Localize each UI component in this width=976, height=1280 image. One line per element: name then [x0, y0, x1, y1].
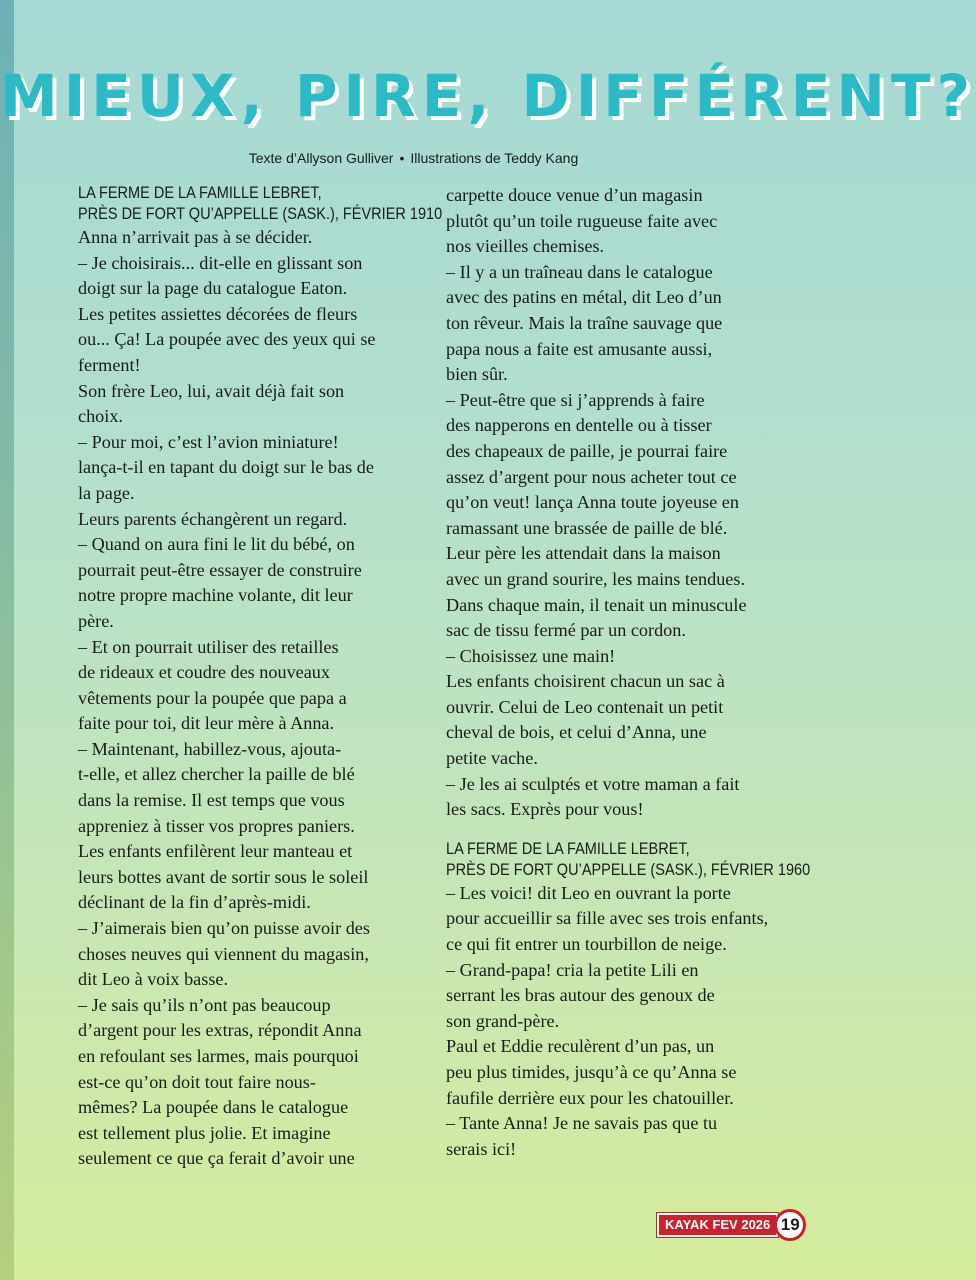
text-line: – Grand-papa! cria la petite Lili en: [446, 959, 699, 980]
text-line: sac de tissu fermé par un cordon.: [446, 620, 686, 641]
right-column-text-part2: [446, 881, 791, 1163]
section-heading-1960-line1: LA FERME DE LA FAMILLE LEBRET,: [446, 839, 690, 858]
text-line: faite pour toi, dit leur mère à Anna.: [78, 713, 335, 734]
text-line: – Il y a un traîneau dans le catalogue: [446, 261, 713, 282]
text-line: mêmes? La poupée dans le catalogue: [78, 1097, 349, 1118]
text-line: doigt sur la page du catalogue Eaton.: [78, 278, 348, 299]
text-line: ferment!: [78, 354, 141, 375]
text-line: Les petites assiettes décorées de fleurs: [78, 303, 358, 324]
text-line: – Pour moi, c’est l’avion miniature!: [78, 431, 339, 452]
text-line: – Et on pourrait utiliser des retailles: [78, 636, 339, 657]
text-line: Les enfants choisirent chacun un sac à: [446, 671, 725, 692]
credit-separator: •: [399, 150, 405, 166]
text-line: choix.: [78, 406, 123, 427]
text-line: déclinant de la fin d’après-midi.: [78, 892, 311, 913]
text-line: – Tante Anna! Je ne savais pas que tu: [446, 1113, 718, 1134]
text-line: ramassant une brassée de paille de blé.: [446, 517, 728, 538]
text-line: pour accueillir sa fille avec ses trois enfants,: [446, 908, 769, 929]
text-line: papa nous a faite est amusante aussi,: [446, 338, 713, 359]
text-line: – J’aimerais bien qu’on puisse avoir des: [78, 918, 370, 939]
text-line: avec un grand sourire, les mains tendues.: [446, 568, 745, 589]
text-line: est tellement plus jolie. Et imagine: [78, 1122, 331, 1143]
text-line: – Quand on aura fini le lit du bébé, on: [78, 534, 355, 555]
text-line: petite vache.: [446, 748, 538, 769]
text-line: appreniez à tisser vos propres paniers.: [78, 815, 355, 836]
text-line: serais ici!: [446, 1138, 517, 1159]
text-line: pourrait peut-être essayer de construire: [78, 559, 362, 580]
text-line: père.: [78, 610, 114, 631]
text-line: Dans chaque main, il tenait un minuscule: [446, 594, 747, 615]
text-line: son grand-père.: [446, 1010, 560, 1031]
text-line: ou... Ça! La poupée avec des yeux qui se: [78, 329, 376, 350]
section-heading-1960-line2: PRÈS DE FORT QU’APPELLE (SASK.), FÉVRIER 1960: [446, 860, 811, 879]
text-line: – Maintenant, habillez-vous, ajouta-: [78, 738, 342, 759]
text-line: Leur père les attendait dans la maison: [446, 543, 721, 564]
page-edge-decoration: [0, 0, 14, 1280]
text-line: qu’on veut! lança Anna toute joyeuse en: [446, 492, 739, 513]
text-line: – Je sais qu’ils n’ont pas beaucoup: [78, 994, 331, 1015]
text-line: dans la remise. Il est temps que vous: [78, 790, 345, 811]
text-line: des napperons en dentelle ou à tisser: [446, 415, 712, 436]
text-line: ouvrir. Celui de Leo contenait un petit: [446, 696, 724, 717]
text-line: Anna n’arrivait pas à se décider.: [78, 227, 313, 247]
text-line: – Je choisirais... dit-elle en glissant son: [78, 252, 363, 273]
text-line: les sacs. Exprès pour vous!: [446, 799, 644, 820]
text-line: peu plus timides, jusqu’à ce qu’Anna se: [446, 1062, 737, 1082]
section-heading-1910-line2: PRÈS DE FORT QU’APPELLE (SASK.), FÉVRIER 1910: [78, 205, 443, 223]
text-line: plutôt qu’un toile rugueuse faite avec: [446, 210, 718, 231]
text-line: la page.: [78, 482, 135, 503]
right-column-text-part1: [446, 183, 791, 823]
text-line: vêtements pour la poupée que papa a: [78, 687, 347, 708]
text-line: leurs bottes avant de sortir sous le soleil: [78, 866, 369, 887]
text-line: est-ce qu’on doit tout faire nous-: [78, 1071, 316, 1092]
text-line: Les enfants enfilèrent leur manteau et: [78, 841, 353, 862]
illustrator-credit: Illustrations de Teddy Kang: [410, 150, 579, 166]
text-line: – Les voici! dit Leo en ouvrant la porte: [446, 882, 731, 903]
text-line: choses neuves qui viennent du magasin,: [78, 943, 369, 964]
text-line: en refoulant ses larmes, mais pourquoi: [78, 1046, 359, 1066]
left-column: [78, 183, 443, 1172]
text-line: – Je les ai sculptés et votre maman a fait: [446, 773, 740, 794]
text-line: seulement ce que ça ferait d’avoir une: [78, 1148, 355, 1169]
page-number: 19: [774, 1209, 806, 1241]
text-line: d’argent pour les extras, répondit Anna: [78, 1020, 362, 1041]
text-line: serrant les bras autour des genoux de: [446, 985, 715, 1006]
text-line: notre propre machine volante, dit leur: [78, 585, 353, 606]
text-line: carpette douce venue d’un magasin: [446, 185, 703, 205]
text-line: des chapeaux de paille, je pourrai faire: [446, 440, 728, 461]
text-line: – Choisissez une main!: [446, 645, 616, 666]
text-line: cheval de bois, et celui d’Anna, une: [446, 722, 707, 743]
left-column-text: [78, 225, 430, 1172]
text-line: lança-t-il en tapant du doigt sur le bas de: [78, 457, 374, 478]
text-line: avec des patins en métal, dit Leo d’un: [446, 287, 722, 308]
magazine-issue-label: KAYAK FEV 2026: [657, 1213, 778, 1237]
text-line: ton rêveur. Mais la traîne sauvage que: [446, 312, 723, 333]
text-line: t-elle, et allez chercher la paille de blé: [78, 764, 355, 785]
text-line: faufile derrière eux pour les chatouiller.: [446, 1087, 734, 1108]
text-line: de rideaux et coudre des nouveaux: [78, 662, 330, 683]
text-line: Son frère Leo, lui, avait déjà fait son: [78, 380, 345, 401]
page-footer-badge: [657, 1210, 806, 1240]
text-line: – Peut-être que si j’apprends à faire: [446, 389, 705, 410]
section-heading-1910-line1: LA FERME DE LA FAMILLE LEBRET,: [78, 184, 322, 202]
text-line: nos vieilles chemises.: [446, 236, 605, 257]
right-column: [446, 183, 811, 1162]
page-title: MIEUX, PIRE, DIFFÉRENT?: [0, 62, 976, 130]
text-line: assez d’argent pour nous acheter tout ce: [446, 466, 737, 487]
text-line: ce qui fit entrer un tourbillon de neige.: [446, 934, 727, 955]
credits: [0, 150, 827, 166]
text-line: bien sûr.: [446, 364, 508, 385]
text-line: dit Leo à voix basse.: [78, 969, 229, 990]
author-credit: Texte d’Allyson Gulliver: [248, 150, 394, 166]
text-line: Leurs parents échangèrent un regard.: [78, 508, 348, 529]
text-line: Paul et Eddie reculèrent d’un pas, un: [446, 1036, 715, 1057]
